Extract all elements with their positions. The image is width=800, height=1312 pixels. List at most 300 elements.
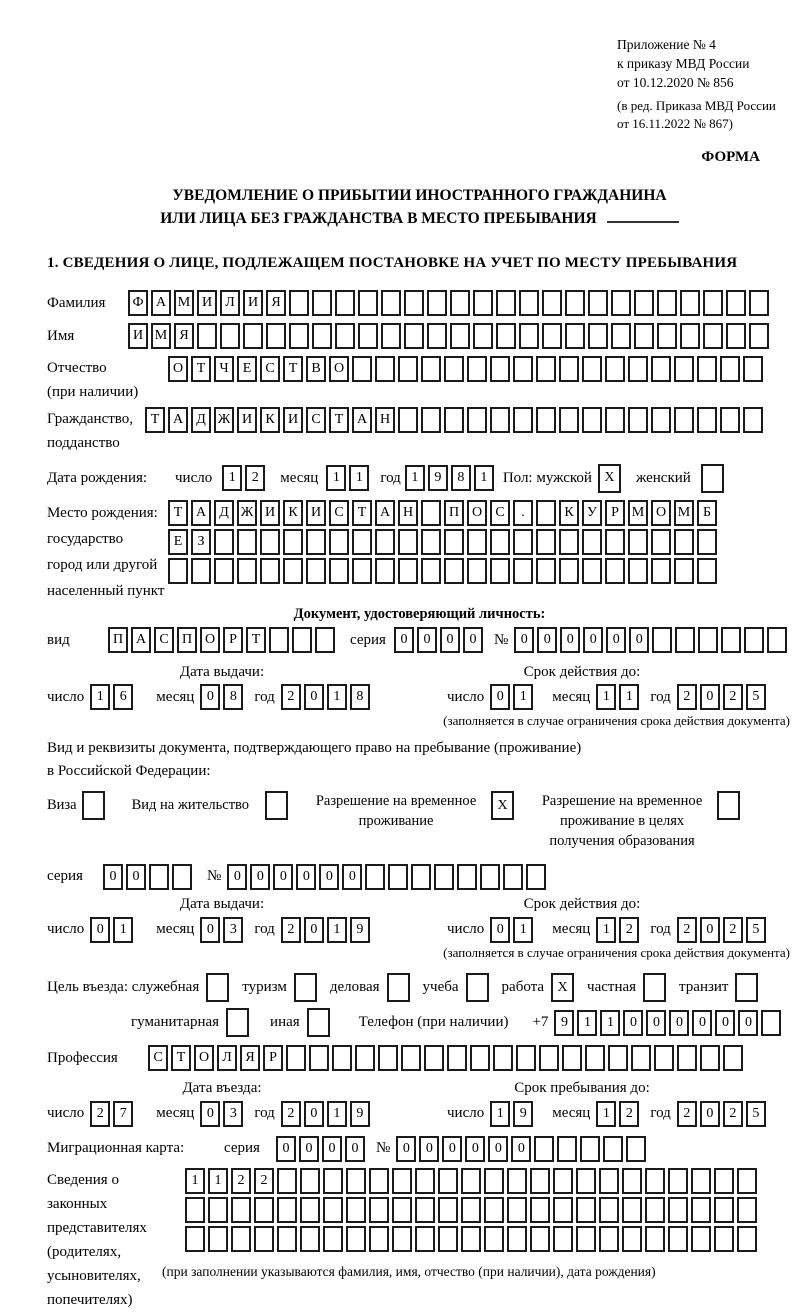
char-cell[interactable] <box>698 627 718 653</box>
char-cell[interactable]: 1 <box>208 1168 228 1194</box>
char-cell[interactable] <box>421 529 441 555</box>
char-cell[interactable]: Ф <box>128 290 148 316</box>
char-cell[interactable]: 1 <box>327 1101 347 1127</box>
char-cell[interactable] <box>668 1168 688 1194</box>
char-cell[interactable]: 0 <box>606 627 626 653</box>
char-cell[interactable] <box>283 558 303 584</box>
char-cell[interactable] <box>526 864 546 890</box>
char-cell[interactable]: X <box>551 973 574 1002</box>
char-cell[interactable]: 9 <box>350 917 370 943</box>
char-cell[interactable]: Р <box>605 500 625 526</box>
char-cell[interactable] <box>539 1045 559 1071</box>
char-cell[interactable] <box>519 323 539 349</box>
char-cell[interactable]: Т <box>168 500 188 526</box>
char-cell[interactable] <box>726 323 746 349</box>
char-cell[interactable]: 9 <box>513 1101 533 1127</box>
char-cell[interactable] <box>726 290 746 316</box>
char-cell[interactable]: А <box>352 407 372 433</box>
char-cell[interactable] <box>265 791 288 820</box>
char-cell[interactable]: Я <box>174 323 194 349</box>
char-cell[interactable] <box>312 290 332 316</box>
char-cell[interactable]: 0 <box>692 1010 712 1036</box>
char-cell[interactable]: О <box>329 356 349 382</box>
char-cell[interactable]: 0 <box>646 1010 666 1036</box>
char-cell[interactable] <box>438 1197 458 1223</box>
char-cell[interactable] <box>516 1045 536 1071</box>
char-cell[interactable] <box>444 356 464 382</box>
char-cell[interactable] <box>294 973 317 1002</box>
char-cell[interactable] <box>355 1045 375 1071</box>
char-cell[interactable] <box>415 1168 435 1194</box>
char-cell[interactable]: 0 <box>514 627 534 653</box>
char-cell[interactable] <box>335 290 355 316</box>
char-cell[interactable] <box>172 864 192 890</box>
char-cell[interactable]: 2 <box>677 684 697 710</box>
char-cell[interactable] <box>691 1168 711 1194</box>
char-cell[interactable] <box>645 1197 665 1223</box>
char-cell[interactable] <box>737 1226 757 1252</box>
char-cell[interactable] <box>749 323 769 349</box>
char-cell[interactable]: А <box>168 407 188 433</box>
char-cell[interactable] <box>496 323 516 349</box>
char-cell[interactable] <box>680 323 700 349</box>
char-cell[interactable]: О <box>168 356 188 382</box>
char-cell[interactable]: 8 <box>223 684 243 710</box>
char-cell[interactable] <box>743 356 763 382</box>
char-cell[interactable] <box>654 1045 674 1071</box>
char-cell[interactable] <box>652 627 672 653</box>
char-cell[interactable] <box>703 323 723 349</box>
char-cell[interactable] <box>450 290 470 316</box>
char-cell[interactable] <box>576 1168 596 1194</box>
char-cell[interactable] <box>582 356 602 382</box>
char-cell[interactable]: О <box>651 500 671 526</box>
char-cell[interactable] <box>714 1197 734 1223</box>
char-cell[interactable]: 0 <box>345 1136 365 1162</box>
char-cell[interactable] <box>415 1226 435 1252</box>
char-cell[interactable]: 9 <box>350 1101 370 1127</box>
char-cell[interactable] <box>542 323 562 349</box>
char-cell[interactable]: . <box>513 500 533 526</box>
char-cell[interactable] <box>507 1197 527 1223</box>
char-cell[interactable]: И <box>237 407 257 433</box>
char-cell[interactable] <box>404 290 424 316</box>
char-cell[interactable]: 0 <box>700 917 720 943</box>
char-cell[interactable]: 0 <box>623 1010 643 1036</box>
char-cell[interactable] <box>651 356 671 382</box>
char-cell[interactable] <box>657 323 677 349</box>
char-cell[interactable]: Т <box>352 500 372 526</box>
char-cell[interactable]: 2 <box>723 684 743 710</box>
char-cell[interactable] <box>513 407 533 433</box>
char-cell[interactable] <box>283 529 303 555</box>
char-cell[interactable]: Б <box>697 500 717 526</box>
char-cell[interactable] <box>605 356 625 382</box>
char-cell[interactable] <box>697 356 717 382</box>
char-cell[interactable] <box>461 1197 481 1223</box>
char-cell[interactable]: X <box>491 791 514 820</box>
char-cell[interactable]: М <box>674 500 694 526</box>
char-cell[interactable] <box>369 1197 389 1223</box>
char-cell[interactable]: 1 <box>90 684 110 710</box>
char-cell[interactable] <box>461 1226 481 1252</box>
char-cell[interactable]: С <box>260 356 280 382</box>
char-cell[interactable] <box>530 1226 550 1252</box>
char-cell[interactable]: О <box>467 500 487 526</box>
char-cell[interactable] <box>473 323 493 349</box>
char-cell[interactable] <box>720 356 740 382</box>
char-cell[interactable]: 1 <box>577 1010 597 1036</box>
char-cell[interactable]: П <box>108 627 128 653</box>
char-cell[interactable] <box>493 1045 513 1071</box>
char-cell[interactable] <box>467 558 487 584</box>
char-cell[interactable]: 0 <box>419 1136 439 1162</box>
char-cell[interactable] <box>421 558 441 584</box>
char-cell[interactable] <box>530 1168 550 1194</box>
char-cell[interactable]: 2 <box>281 917 301 943</box>
char-cell[interactable]: X <box>598 464 621 493</box>
char-cell[interactable]: 2 <box>723 917 743 943</box>
char-cell[interactable] <box>674 356 694 382</box>
char-cell[interactable] <box>605 407 625 433</box>
char-cell[interactable] <box>387 973 410 1002</box>
char-cell[interactable] <box>226 1008 249 1037</box>
char-cell[interactable] <box>749 290 769 316</box>
char-cell[interactable]: К <box>283 500 303 526</box>
char-cell[interactable]: 1 <box>474 465 494 491</box>
char-cell[interactable]: 2 <box>619 917 639 943</box>
char-cell[interactable]: Ж <box>214 407 234 433</box>
char-cell[interactable] <box>286 1045 306 1071</box>
char-cell[interactable] <box>744 627 764 653</box>
char-cell[interactable] <box>277 1168 297 1194</box>
char-cell[interactable]: С <box>490 500 510 526</box>
char-cell[interactable] <box>634 290 654 316</box>
char-cell[interactable] <box>553 1197 573 1223</box>
char-cell[interactable] <box>323 1168 343 1194</box>
char-cell[interactable] <box>657 290 677 316</box>
char-cell[interactable] <box>411 864 431 890</box>
char-cell[interactable] <box>352 356 372 382</box>
char-cell[interactable]: 0 <box>463 627 483 653</box>
char-cell[interactable] <box>723 1045 743 1071</box>
char-cell[interactable]: И <box>306 500 326 526</box>
char-cell[interactable] <box>582 558 602 584</box>
char-cell[interactable]: 9 <box>554 1010 574 1036</box>
char-cell[interactable]: 0 <box>304 1101 324 1127</box>
char-cell[interactable]: 5 <box>746 1101 766 1127</box>
char-cell[interactable] <box>450 323 470 349</box>
char-cell[interactable] <box>231 1197 251 1223</box>
char-cell[interactable] <box>536 558 556 584</box>
char-cell[interactable] <box>214 529 234 555</box>
char-cell[interactable]: 3 <box>223 917 243 943</box>
char-cell[interactable] <box>576 1226 596 1252</box>
char-cell[interactable] <box>466 973 489 1002</box>
char-cell[interactable]: 1 <box>600 1010 620 1036</box>
char-cell[interactable] <box>208 1226 228 1252</box>
char-cell[interactable] <box>421 356 441 382</box>
char-cell[interactable]: Р <box>223 627 243 653</box>
char-cell[interactable] <box>388 864 408 890</box>
char-cell[interactable] <box>427 290 447 316</box>
char-cell[interactable] <box>438 1168 458 1194</box>
char-cell[interactable]: М <box>174 290 194 316</box>
char-cell[interactable] <box>300 1197 320 1223</box>
char-cell[interactable]: 0 <box>200 917 220 943</box>
char-cell[interactable]: Е <box>237 356 257 382</box>
char-cell[interactable]: 1 <box>513 917 533 943</box>
char-cell[interactable]: 0 <box>700 1101 720 1127</box>
char-cell[interactable] <box>536 407 556 433</box>
char-cell[interactable] <box>599 1197 619 1223</box>
char-cell[interactable]: И <box>197 290 217 316</box>
char-cell[interactable] <box>599 1168 619 1194</box>
char-cell[interactable] <box>674 407 694 433</box>
char-cell[interactable] <box>381 323 401 349</box>
char-cell[interactable] <box>427 323 447 349</box>
char-cell[interactable] <box>444 407 464 433</box>
char-cell[interactable]: О <box>200 627 220 653</box>
char-cell[interactable]: 0 <box>299 1136 319 1162</box>
form-number-blank[interactable] <box>607 209 679 223</box>
char-cell[interactable]: 0 <box>396 1136 416 1162</box>
char-cell[interactable] <box>605 529 625 555</box>
char-cell[interactable]: 0 <box>488 1136 508 1162</box>
char-cell[interactable] <box>323 1197 343 1223</box>
char-cell[interactable] <box>335 323 355 349</box>
char-cell[interactable] <box>611 290 631 316</box>
char-cell[interactable] <box>398 407 418 433</box>
char-cell[interactable] <box>323 1226 343 1252</box>
char-cell[interactable]: Я <box>266 290 286 316</box>
char-cell[interactable]: И <box>260 500 280 526</box>
char-cell[interactable] <box>231 1226 251 1252</box>
char-cell[interactable] <box>767 627 787 653</box>
char-cell[interactable] <box>582 407 602 433</box>
char-cell[interactable] <box>421 500 441 526</box>
char-cell[interactable] <box>300 1226 320 1252</box>
char-cell[interactable] <box>519 290 539 316</box>
char-cell[interactable] <box>701 464 724 493</box>
char-cell[interactable] <box>307 1008 330 1037</box>
char-cell[interactable]: Д <box>214 500 234 526</box>
char-cell[interactable]: Н <box>375 407 395 433</box>
char-cell[interactable]: 8 <box>350 684 370 710</box>
char-cell[interactable]: 1 <box>113 917 133 943</box>
char-cell[interactable] <box>484 1226 504 1252</box>
char-cell[interactable] <box>444 529 464 555</box>
char-cell[interactable] <box>237 558 257 584</box>
char-cell[interactable] <box>369 1168 389 1194</box>
char-cell[interactable]: 0 <box>537 627 557 653</box>
char-cell[interactable] <box>496 290 516 316</box>
char-cell[interactable]: А <box>375 500 395 526</box>
char-cell[interactable] <box>628 407 648 433</box>
char-cell[interactable] <box>562 1045 582 1071</box>
char-cell[interactable] <box>332 1045 352 1071</box>
char-cell[interactable] <box>404 323 424 349</box>
char-cell[interactable] <box>697 529 717 555</box>
char-cell[interactable]: С <box>306 407 326 433</box>
char-cell[interactable]: К <box>559 500 579 526</box>
char-cell[interactable] <box>352 558 372 584</box>
char-cell[interactable] <box>737 1168 757 1194</box>
char-cell[interactable]: П <box>177 627 197 653</box>
char-cell[interactable] <box>626 1136 646 1162</box>
char-cell[interactable] <box>565 290 585 316</box>
char-cell[interactable] <box>576 1197 596 1223</box>
char-cell[interactable]: А <box>151 290 171 316</box>
char-cell[interactable] <box>714 1168 734 1194</box>
char-cell[interactable] <box>329 558 349 584</box>
char-cell[interactable]: 0 <box>490 917 510 943</box>
char-cell[interactable]: В <box>306 356 326 382</box>
char-cell[interactable] <box>375 529 395 555</box>
char-cell[interactable]: 0 <box>560 627 580 653</box>
char-cell[interactable] <box>622 1197 642 1223</box>
char-cell[interactable]: Т <box>171 1045 191 1071</box>
char-cell[interactable] <box>467 407 487 433</box>
char-cell[interactable] <box>480 864 500 890</box>
char-cell[interactable]: И <box>283 407 303 433</box>
char-cell[interactable]: С <box>329 500 349 526</box>
char-cell[interactable] <box>645 1226 665 1252</box>
char-cell[interactable] <box>149 864 169 890</box>
char-cell[interactable] <box>484 1197 504 1223</box>
char-cell[interactable]: 0 <box>200 1101 220 1127</box>
char-cell[interactable] <box>553 1226 573 1252</box>
char-cell[interactable]: 1 <box>327 917 347 943</box>
char-cell[interactable] <box>700 1045 720 1071</box>
char-cell[interactable] <box>503 864 523 890</box>
char-cell[interactable]: 1 <box>326 465 346 491</box>
char-cell[interactable] <box>553 1168 573 1194</box>
char-cell[interactable] <box>444 558 464 584</box>
char-cell[interactable] <box>185 1197 205 1223</box>
char-cell[interactable]: 0 <box>700 684 720 710</box>
char-cell[interactable] <box>703 290 723 316</box>
char-cell[interactable]: 2 <box>231 1168 251 1194</box>
char-cell[interactable] <box>375 558 395 584</box>
char-cell[interactable]: Т <box>329 407 349 433</box>
char-cell[interactable] <box>401 1045 421 1071</box>
char-cell[interactable]: 1 <box>596 917 616 943</box>
char-cell[interactable] <box>206 973 229 1002</box>
char-cell[interactable] <box>603 1136 623 1162</box>
char-cell[interactable]: 1 <box>596 684 616 710</box>
char-cell[interactable] <box>680 290 700 316</box>
char-cell[interactable] <box>243 323 263 349</box>
char-cell[interactable] <box>220 323 240 349</box>
char-cell[interactable]: Я <box>240 1045 260 1071</box>
char-cell[interactable] <box>375 356 395 382</box>
char-cell[interactable] <box>358 290 378 316</box>
char-cell[interactable] <box>513 558 533 584</box>
char-cell[interactable]: А <box>131 627 151 653</box>
char-cell[interactable] <box>266 323 286 349</box>
char-cell[interactable] <box>691 1197 711 1223</box>
char-cell[interactable] <box>717 791 740 820</box>
char-cell[interactable]: 3 <box>223 1101 243 1127</box>
char-cell[interactable]: 0 <box>319 864 339 890</box>
char-cell[interactable] <box>438 1226 458 1252</box>
char-cell[interactable]: 0 <box>465 1136 485 1162</box>
char-cell[interactable] <box>473 290 493 316</box>
char-cell[interactable]: 0 <box>629 627 649 653</box>
char-cell[interactable]: 0 <box>322 1136 342 1162</box>
char-cell[interactable] <box>484 1168 504 1194</box>
char-cell[interactable] <box>611 323 631 349</box>
char-cell[interactable] <box>447 1045 467 1071</box>
char-cell[interactable]: 6 <box>113 684 133 710</box>
char-cell[interactable] <box>737 1197 757 1223</box>
char-cell[interactable] <box>378 1045 398 1071</box>
char-cell[interactable]: З <box>191 529 211 555</box>
char-cell[interactable]: 2 <box>245 465 265 491</box>
char-cell[interactable]: 1 <box>513 684 533 710</box>
char-cell[interactable] <box>513 356 533 382</box>
char-cell[interactable] <box>674 558 694 584</box>
char-cell[interactable]: 2 <box>281 684 301 710</box>
char-cell[interactable]: М <box>151 323 171 349</box>
char-cell[interactable] <box>254 1226 274 1252</box>
char-cell[interactable]: М <box>628 500 648 526</box>
char-cell[interactable] <box>346 1197 366 1223</box>
char-cell[interactable] <box>434 864 454 890</box>
char-cell[interactable] <box>365 864 385 890</box>
char-cell[interactable] <box>542 290 562 316</box>
char-cell[interactable]: Р <box>263 1045 283 1071</box>
char-cell[interactable]: У <box>582 500 602 526</box>
char-cell[interactable] <box>697 558 717 584</box>
char-cell[interactable]: 0 <box>227 864 247 890</box>
char-cell[interactable] <box>677 1045 697 1071</box>
char-cell[interactable]: Т <box>145 407 165 433</box>
char-cell[interactable] <box>580 1136 600 1162</box>
char-cell[interactable] <box>490 558 510 584</box>
char-cell[interactable]: 0 <box>440 627 460 653</box>
char-cell[interactable] <box>421 407 441 433</box>
char-cell[interactable] <box>628 356 648 382</box>
char-cell[interactable]: О <box>194 1045 214 1071</box>
char-cell[interactable] <box>415 1197 435 1223</box>
char-cell[interactable] <box>289 290 309 316</box>
char-cell[interactable]: 2 <box>619 1101 639 1127</box>
char-cell[interactable] <box>645 1168 665 1194</box>
char-cell[interactable] <box>381 290 401 316</box>
char-cell[interactable] <box>490 529 510 555</box>
char-cell[interactable] <box>208 1197 228 1223</box>
char-cell[interactable]: 8 <box>451 465 471 491</box>
char-cell[interactable] <box>467 529 487 555</box>
char-cell[interactable]: А <box>191 500 211 526</box>
char-cell[interactable] <box>743 407 763 433</box>
char-cell[interactable] <box>197 323 217 349</box>
char-cell[interactable] <box>582 529 602 555</box>
char-cell[interactable] <box>651 558 671 584</box>
char-cell[interactable] <box>424 1045 444 1071</box>
char-cell[interactable]: 2 <box>677 917 697 943</box>
char-cell[interactable] <box>631 1045 651 1071</box>
char-cell[interactable]: 0 <box>304 917 324 943</box>
char-cell[interactable] <box>306 529 326 555</box>
char-cell[interactable]: 0 <box>669 1010 689 1036</box>
char-cell[interactable] <box>289 323 309 349</box>
char-cell[interactable] <box>168 558 188 584</box>
char-cell[interactable]: 0 <box>296 864 316 890</box>
char-cell[interactable]: И <box>243 290 263 316</box>
